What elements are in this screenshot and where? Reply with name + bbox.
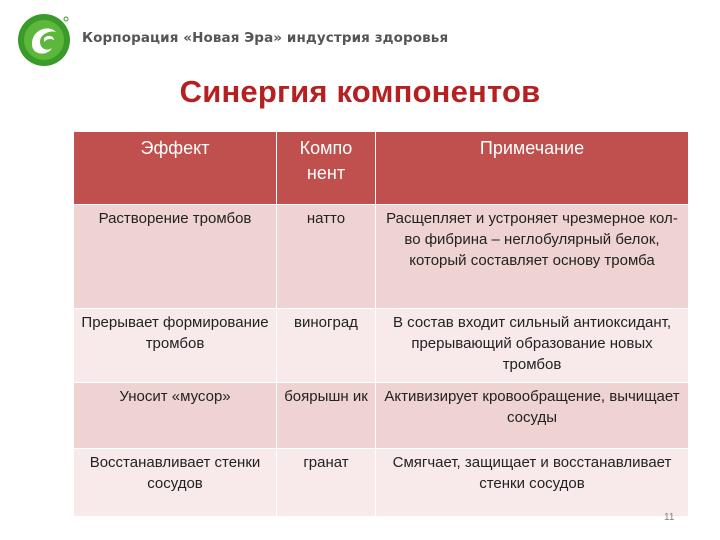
table-row [74, 309, 689, 383]
component-cell: гранат [277, 449, 376, 517]
component-cell: виноград [277, 309, 376, 383]
column-header-component: Компо нент [277, 132, 376, 205]
page-number: 11 [664, 512, 675, 523]
corporation-name: Корпорация «Новая Эра» индустрия здоровья [82, 30, 449, 46]
note-cell: В состав входит сильный антиоксидант, прерывающий образование новых тромбов [376, 309, 689, 383]
company-logo-icon [14, 10, 74, 70]
effect-cell: Прерывает формирование тромбов [74, 309, 277, 383]
slide-title: Синергия компонентов [179, 74, 541, 109]
table-header-row [74, 132, 689, 205]
column-header-effect: Эффект [74, 132, 277, 205]
note-cell: Расщепляет и устроняет чрезмерное кол-во фибрина – неглобулярный белок, который составляет основу тромба [376, 205, 689, 309]
component-cell: натто [277, 205, 376, 309]
table-row [74, 449, 689, 517]
note-cell: Смягчает, защищает и восстанавливает стенки сосудов [376, 449, 689, 517]
component-cell: боярышн ик [277, 383, 376, 449]
synergy-table [73, 131, 689, 517]
effect-cell: Растворение тромбов [74, 205, 277, 309]
note-cell: Активизирует кровообращение, вычищает сосуды [376, 383, 689, 449]
column-header-note: Примечание [376, 132, 689, 205]
effect-cell: Восстанавливает стенки сосудов [74, 449, 277, 517]
effect-cell: Уносит «мусор» [74, 383, 277, 449]
table-row [74, 383, 689, 449]
table-row [74, 205, 689, 309]
